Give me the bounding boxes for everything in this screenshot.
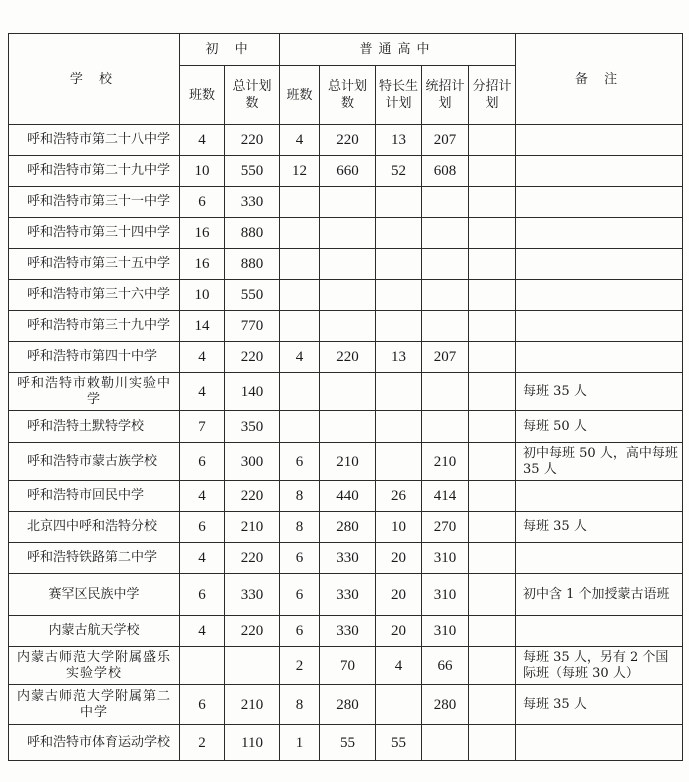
senior-classes: [280, 249, 320, 280]
school-name: 呼和浩特市体育运动学校: [9, 725, 180, 761]
table-row: [9, 616, 683, 647]
remark: [516, 280, 683, 311]
header-unified-plan: 统招计划: [422, 66, 469, 125]
table-row: [9, 685, 683, 725]
senior-classes: [280, 218, 320, 249]
unified-plan: [422, 280, 469, 311]
table-row: [9, 249, 683, 280]
allocated-plan: [469, 616, 516, 647]
senior-classes: 6: [280, 543, 320, 574]
unified-plan: 608: [422, 156, 469, 187]
junior-classes: 6: [180, 512, 225, 543]
junior-classes: 6: [180, 574, 225, 616]
senior-classes: 2: [280, 647, 320, 685]
school-name: 呼和浩特市第二十九中学: [9, 156, 180, 187]
special-plan: 26: [376, 481, 422, 512]
allocated-plan: [469, 411, 516, 443]
remark: [516, 125, 683, 156]
special-plan: [376, 685, 422, 725]
senior-classes: 8: [280, 481, 320, 512]
allocated-plan: [469, 543, 516, 574]
junior-classes: 2: [180, 725, 225, 761]
unified-plan: 210: [422, 443, 469, 481]
school-name: 呼和浩特市第三十六中学: [9, 280, 180, 311]
unified-plan: [422, 411, 469, 443]
junior-plan: 350: [225, 411, 280, 443]
allocated-plan: [469, 342, 516, 373]
school-name: 呼和浩特市回民中学: [9, 481, 180, 512]
table-row: [9, 218, 683, 249]
junior-plan: 880: [225, 218, 280, 249]
remark: [516, 616, 683, 647]
school-name: 呼和浩特市第三十九中学: [9, 311, 180, 342]
senior-plan: 330: [320, 616, 376, 647]
senior-classes: 8: [280, 512, 320, 543]
header-junior-plan: 总计划数: [225, 66, 280, 125]
school-name: 内蒙古航天学校: [9, 616, 180, 647]
school-name: 内蒙古师范大学附属盛乐实验学校: [9, 647, 180, 685]
allocated-plan: [469, 685, 516, 725]
remark: 每班 35 人，另有 2 个国际班（每班 30 人）: [516, 647, 683, 685]
junior-classes: 6: [180, 443, 225, 481]
junior-plan: 330: [225, 187, 280, 218]
remark: [516, 249, 683, 280]
remark: [516, 342, 683, 373]
table-row: [9, 311, 683, 342]
senior-plan: 280: [320, 512, 376, 543]
special-plan: [376, 311, 422, 342]
unified-plan: 66: [422, 647, 469, 685]
allocated-plan: [469, 280, 516, 311]
junior-classes: 4: [180, 543, 225, 574]
allocated-plan: [469, 647, 516, 685]
allocated-plan: [469, 443, 516, 481]
header-special-plan: 特长生计划: [376, 66, 422, 125]
remark: 每班 35 人: [516, 512, 683, 543]
senior-classes: [280, 311, 320, 342]
school-name: 呼和浩特市第四十中学: [9, 342, 180, 373]
special-plan: [376, 187, 422, 218]
junior-classes: 16: [180, 249, 225, 280]
senior-classes: [280, 411, 320, 443]
allocated-plan: [469, 725, 516, 761]
remark: [516, 218, 683, 249]
senior-classes: 6: [280, 443, 320, 481]
unified-plan: [422, 187, 469, 218]
allocated-plan: [469, 125, 516, 156]
school-name: 呼和浩特市第三十四中学: [9, 218, 180, 249]
junior-plan: 210: [225, 512, 280, 543]
header-remark: 备 注: [516, 34, 683, 125]
table-row: [9, 725, 683, 761]
allocated-plan: [469, 574, 516, 616]
remark: 每班 35 人: [516, 373, 683, 411]
special-plan: [376, 411, 422, 443]
junior-classes: 4: [180, 342, 225, 373]
table-row: [9, 373, 683, 411]
unified-plan: [422, 218, 469, 249]
school-name: 呼和浩特市第三十一中学: [9, 187, 180, 218]
junior-plan: 220: [225, 342, 280, 373]
school-name: 赛罕区民族中学: [9, 574, 180, 616]
header-junior-classes: 班数: [180, 66, 225, 125]
special-plan: 52: [376, 156, 422, 187]
table-row: [9, 342, 683, 373]
table-row: [9, 647, 683, 685]
allocated-plan: [469, 187, 516, 218]
senior-plan: [320, 187, 376, 218]
allocated-plan: [469, 481, 516, 512]
junior-classes: [180, 647, 225, 685]
header-senior-plan: 总计划数: [320, 66, 376, 125]
remark: [516, 543, 683, 574]
junior-classes: 14: [180, 311, 225, 342]
special-plan: 13: [376, 125, 422, 156]
table-row: [9, 280, 683, 311]
table-row: [9, 481, 683, 512]
special-plan: [376, 218, 422, 249]
senior-plan: [320, 411, 376, 443]
junior-classes: 6: [180, 685, 225, 725]
senior-plan: 330: [320, 574, 376, 616]
junior-plan: [225, 647, 280, 685]
school-name: 呼和浩特市第二十八中学: [9, 125, 180, 156]
remark: 每班 50 人: [516, 411, 683, 443]
table-row: [9, 574, 683, 616]
junior-plan: 550: [225, 280, 280, 311]
senior-plan: 220: [320, 125, 376, 156]
junior-plan: 110: [225, 725, 280, 761]
senior-plan: 55: [320, 725, 376, 761]
school-name: 呼和浩特市敕勒川实验中学: [9, 373, 180, 411]
senior-plan: 220: [320, 342, 376, 373]
header-junior: 初 中: [180, 34, 280, 66]
special-plan: 20: [376, 616, 422, 647]
header-school: 学 校: [9, 34, 180, 125]
senior-plan: [320, 249, 376, 280]
table-row: [9, 187, 683, 218]
junior-plan: 140: [225, 373, 280, 411]
junior-plan: 880: [225, 249, 280, 280]
allocated-plan: [469, 311, 516, 342]
table-row: [9, 125, 683, 156]
special-plan: [376, 249, 422, 280]
junior-plan: 770: [225, 311, 280, 342]
junior-plan: 220: [225, 481, 280, 512]
special-plan: 4: [376, 647, 422, 685]
junior-plan: 550: [225, 156, 280, 187]
senior-classes: [280, 187, 320, 218]
junior-plan: 220: [225, 125, 280, 156]
special-plan: [376, 373, 422, 411]
school-name: 呼和浩特土默特学校: [9, 411, 180, 443]
junior-classes: 16: [180, 218, 225, 249]
remark: [516, 187, 683, 218]
senior-plan: 280: [320, 685, 376, 725]
allocated-plan: [469, 373, 516, 411]
junior-classes: 10: [180, 280, 225, 311]
header-senior: 普通高中: [280, 34, 516, 66]
school-name: 呼和浩特铁路第二中学: [9, 543, 180, 574]
allocated-plan: [469, 156, 516, 187]
allocated-plan: [469, 512, 516, 543]
senior-classes: 8: [280, 685, 320, 725]
school-name: 呼和浩特市蒙古族学校: [9, 443, 180, 481]
unified-plan: 414: [422, 481, 469, 512]
unified-plan: 310: [422, 616, 469, 647]
senior-plan: [320, 373, 376, 411]
special-plan: [376, 280, 422, 311]
senior-classes: 6: [280, 616, 320, 647]
senior-classes: 12: [280, 156, 320, 187]
junior-plan: 220: [225, 616, 280, 647]
special-plan: 13: [376, 342, 422, 373]
special-plan: 55: [376, 725, 422, 761]
unified-plan: 310: [422, 574, 469, 616]
senior-classes: 4: [280, 342, 320, 373]
unified-plan: 280: [422, 685, 469, 725]
junior-classes: 6: [180, 187, 225, 218]
unified-plan: [422, 249, 469, 280]
table-row: [9, 156, 683, 187]
table-row: [9, 411, 683, 443]
junior-plan: 330: [225, 574, 280, 616]
junior-classes: 4: [180, 373, 225, 411]
remark: 每班 35 人: [516, 685, 683, 725]
remark: [516, 311, 683, 342]
senior-plan: 210: [320, 443, 376, 481]
special-plan: 10: [376, 512, 422, 543]
unified-plan: 270: [422, 512, 469, 543]
senior-classes: [280, 280, 320, 311]
junior-classes: 4: [180, 616, 225, 647]
junior-classes: 4: [180, 481, 225, 512]
senior-classes: 1: [280, 725, 320, 761]
unified-plan: 310: [422, 543, 469, 574]
school-name: 内蒙古师范大学附属第二中学: [9, 685, 180, 725]
table-row: [9, 443, 683, 481]
unified-plan: 207: [422, 342, 469, 373]
senior-plan: [320, 280, 376, 311]
unified-plan: [422, 373, 469, 411]
junior-plan: 300: [225, 443, 280, 481]
remark: [516, 156, 683, 187]
unified-plan: [422, 311, 469, 342]
table-row: [9, 543, 683, 574]
senior-classes: [280, 373, 320, 411]
junior-classes: 4: [180, 125, 225, 156]
junior-classes: 10: [180, 156, 225, 187]
header-allocated-plan: 分招计划: [469, 66, 516, 125]
senior-plan: 660: [320, 156, 376, 187]
junior-plan: 210: [225, 685, 280, 725]
senior-plan: [320, 311, 376, 342]
special-plan: 20: [376, 574, 422, 616]
special-plan: 20: [376, 543, 422, 574]
senior-classes: 6: [280, 574, 320, 616]
special-plan: [376, 443, 422, 481]
enrollment-plan-table: [8, 33, 683, 761]
remark: 初中每班 50 人，高中每班 35 人: [516, 443, 683, 481]
header-senior-classes: 班数: [280, 66, 320, 125]
junior-classes: 7: [180, 411, 225, 443]
senior-plan: [320, 218, 376, 249]
senior-classes: 4: [280, 125, 320, 156]
remark: [516, 725, 683, 761]
senior-plan: 70: [320, 647, 376, 685]
remark: 初中含 1 个加授蒙古语班: [516, 574, 683, 616]
table-row: [9, 512, 683, 543]
senior-plan: 440: [320, 481, 376, 512]
senior-plan: 330: [320, 543, 376, 574]
remark: [516, 481, 683, 512]
school-name: 呼和浩特市第三十五中学: [9, 249, 180, 280]
allocated-plan: [469, 249, 516, 280]
unified-plan: [422, 725, 469, 761]
school-name: 北京四中呼和浩特分校: [9, 512, 180, 543]
unified-plan: 207: [422, 125, 469, 156]
allocated-plan: [469, 218, 516, 249]
junior-plan: 220: [225, 543, 280, 574]
